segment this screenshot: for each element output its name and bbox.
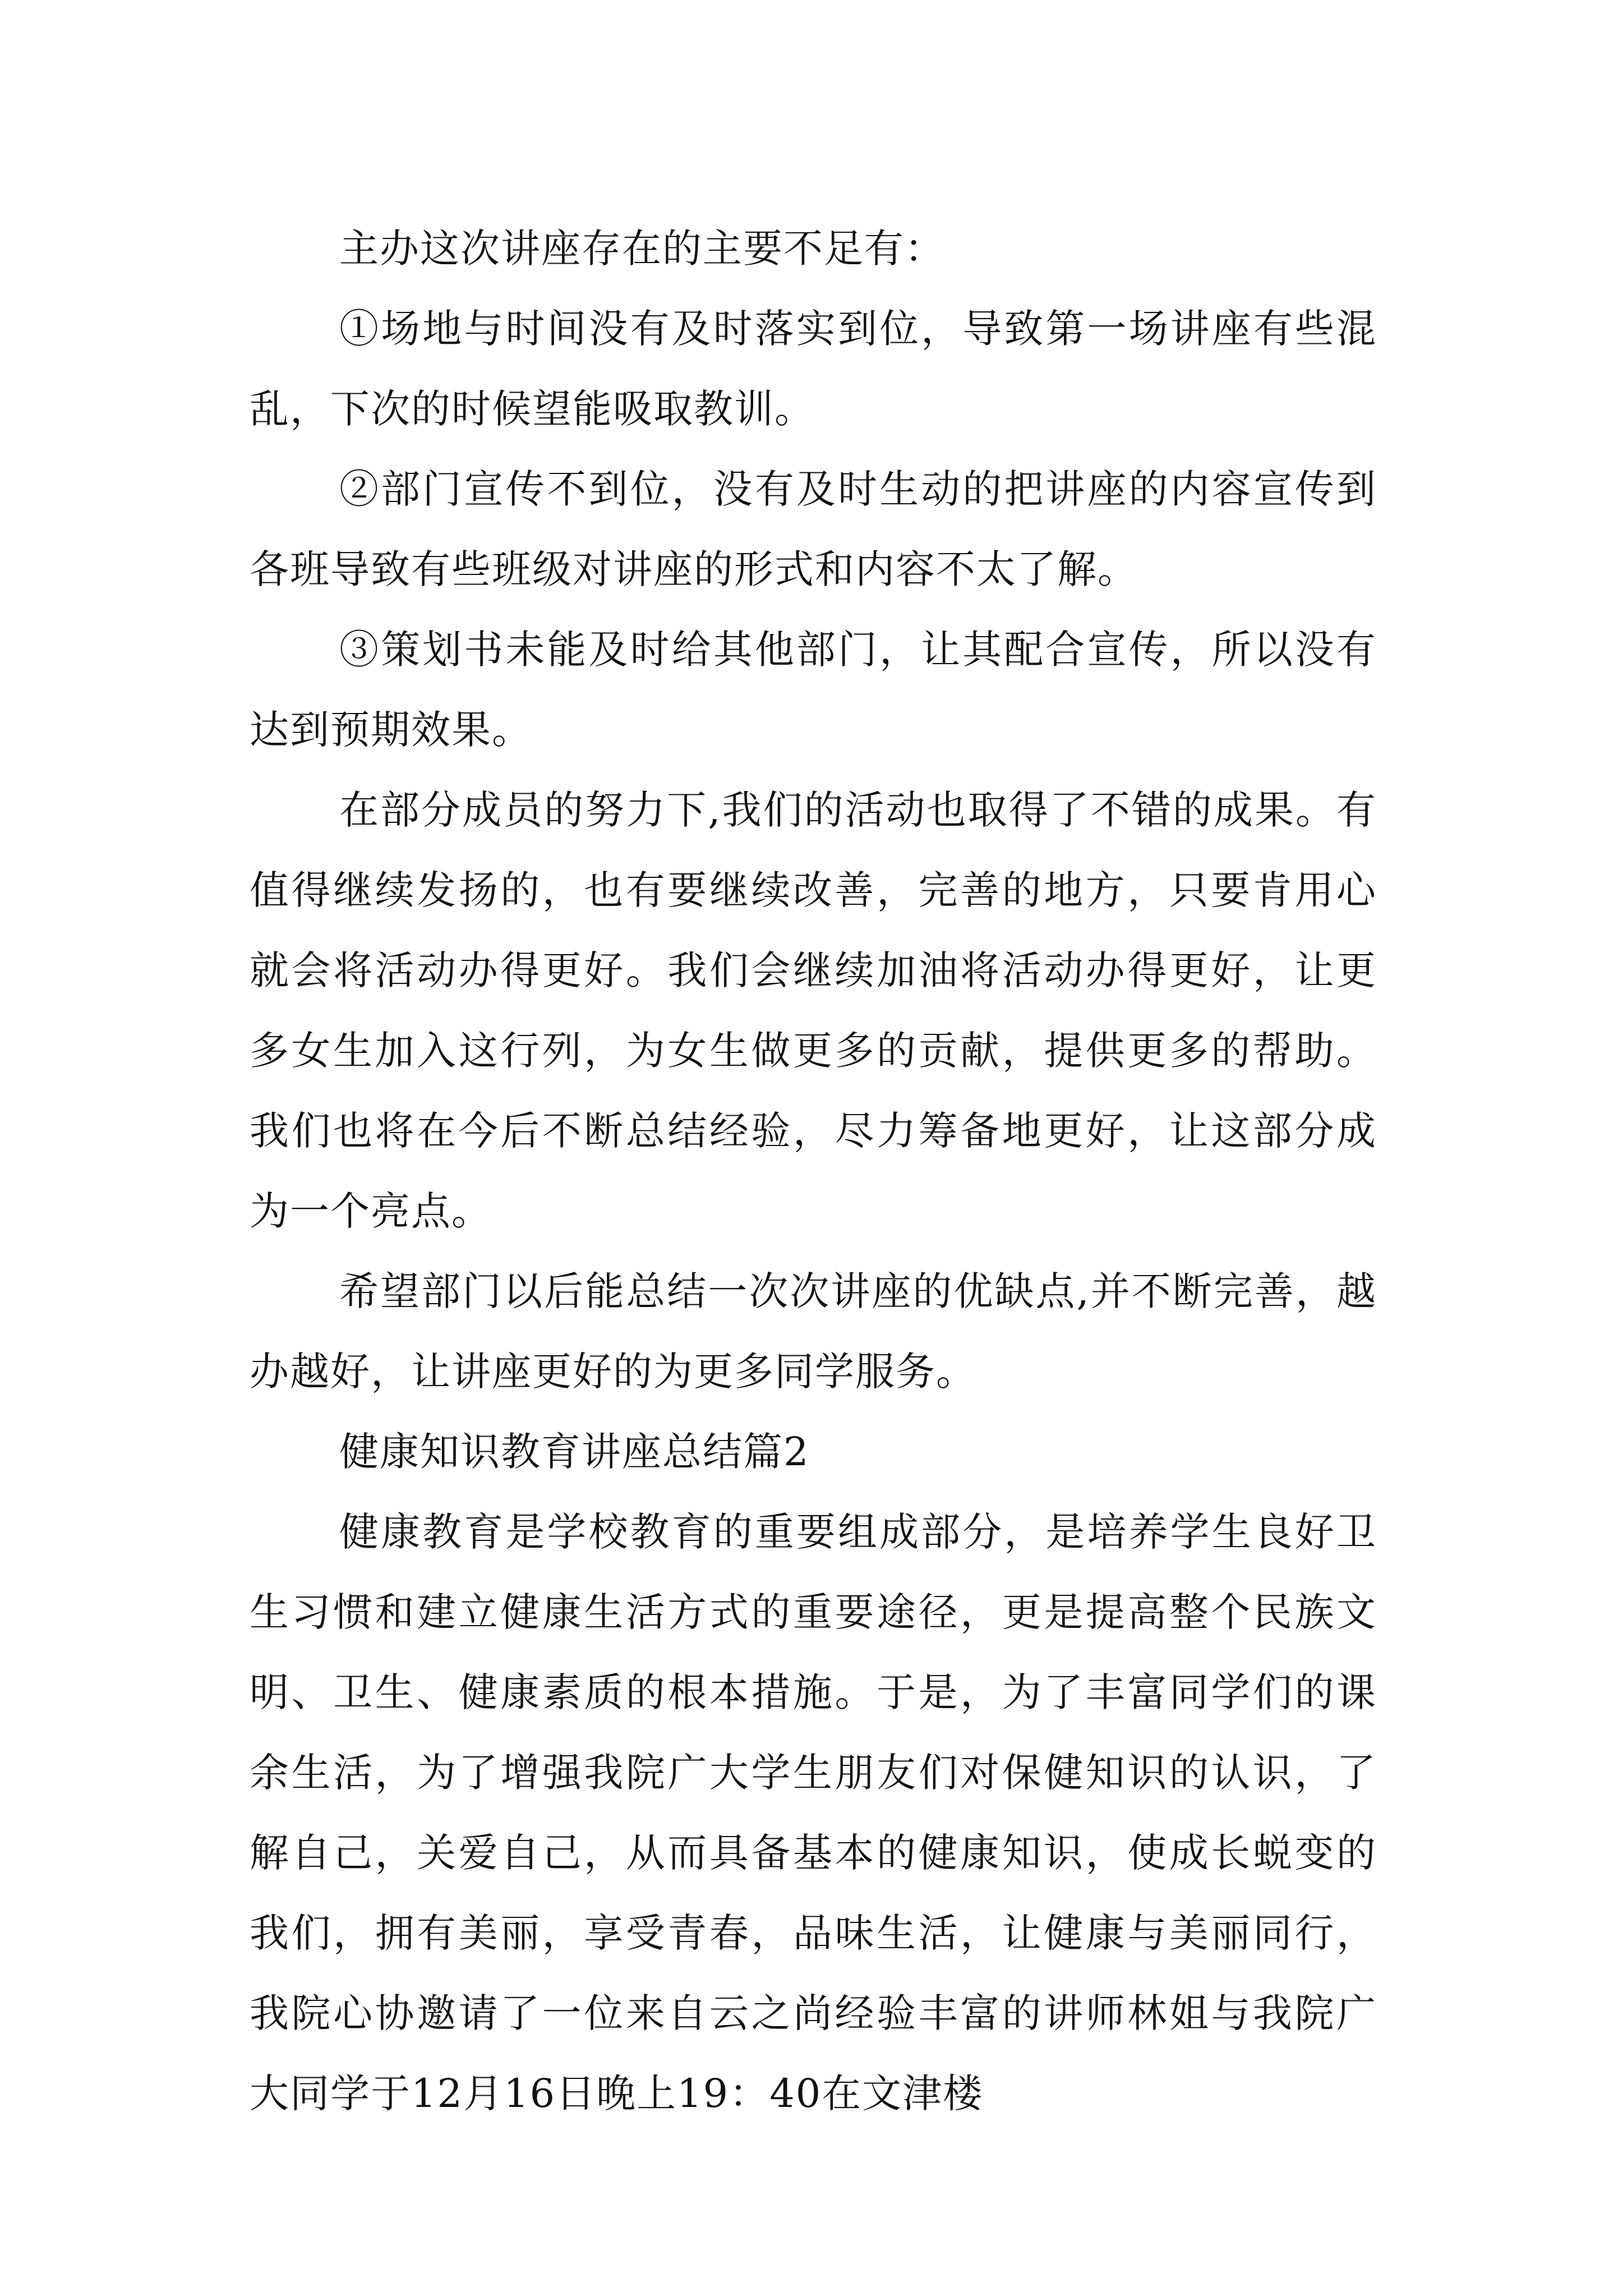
document-body xyxy=(250,209,1377,2134)
paragraph-point-2: ②部门宣传不到位，没有及时生动的把讲座的内容宣传到各班导致有些班级对讲座的形式和内容不太了解。 xyxy=(250,466,1377,592)
paragraph-achievements: 在部分成员的努力下,我们的活动也取得了不错的成果。有值得继续发扬的，也有要继续改善，完善的地方，只要肯用心就会将活动办得更好。我们会继续加油将活动办得更好，让更多女生加入这行列，为女生做更多的贡献，提供更多的帮助。我们也将在今后不断总结经验，尽力筹备地更好，让这部分成为一个亮点。 xyxy=(250,787,1377,1234)
paragraph-point-1: ①场地与时间没有及时落实到位，导致第一场讲座有些混乱，下次的时候望能吸取教训。 xyxy=(250,306,1377,432)
paragraph-shortcomings-intro: 主办这次讲座存在的主要不足有： xyxy=(339,226,945,272)
paragraph-health-education: 健康教育是学校教育的重要组成部分，是培养学生良好卫生习惯和建立健康生活方式的重要途径，更是提高整个民族文明、卫生、健康素质的根本措施。于是，为了丰富同学们的课余生活，为了增强我院广大学生朋友们对保健知识的认识，了解自己，关爱自己，从而具备基本的健康知识，使成长蜕变的我们，拥有美丽，享受青春，品味生活，让健康与美丽同行，我院心协邀请了一位来自云之尚经验丰富的讲师林姐与我院广大同学于12月16日晚上19：40在文津楼 xyxy=(250,1509,1377,2116)
section-heading: 健康知识教育讲座总结篇2 xyxy=(339,1429,810,1475)
paragraph-point-3: ③策划书未能及时给其他部门，让其配合宣传，所以没有达到预期效果。 xyxy=(250,627,1377,753)
paragraph-hope: 希望部门以后能总结一次次讲座的优缺点,并不断完善，越办越好，让讲座更好的为更多同学服务。 xyxy=(250,1268,1377,1395)
